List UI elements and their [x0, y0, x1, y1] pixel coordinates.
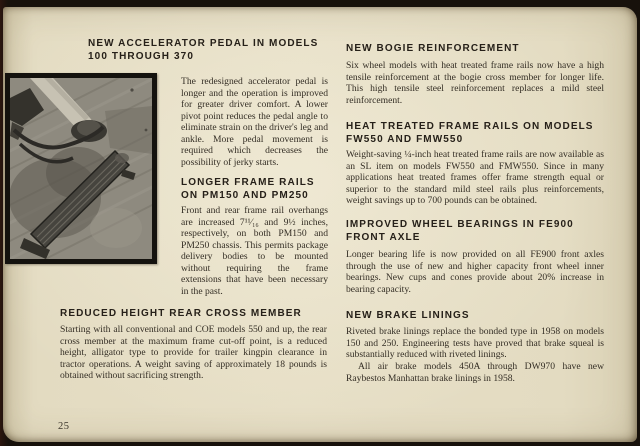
body-longer-frame-rails: Front and rear frame rail overhangs are increased 7¹¹⁄₁₆ and 9½ inches, respectively, on both PM150 and PM250 chassis. This permits package delivery bodies to be mounted without requiring the frame extensions that have been necessary in the past. [181, 205, 328, 297]
body-bogie-reinforcement: Six wheel models with heat treated frame rails now have a high tensile reinforcement at the bogie cross member for longer life. This high tensile steel reinforcement replaces a mild steel reinforcement. [346, 60, 604, 106]
body-wheel-bearings: Longer bearing life is now provided on all FE900 front axles through the use of new and higher capacity front wheel inner bearings. New cups and cones provide about 20% increase in bearing capacity. [346, 249, 604, 295]
accelerator-pedal-illustration [10, 78, 152, 259]
body-brake-linings-2: All air brake models 450A through DW970 have new Raybestos Manhattan brake linings in 1958. [346, 361, 604, 384]
heading-rear-cross-member: REDUCED HEIGHT REAR CROSS MEMBER [60, 308, 302, 319]
heading-wheel-bearings: IMPROVED WHEEL BEARINGS IN FE900 FRONT AXLE [346, 219, 574, 243]
heading-accelerator-pedal: NEW ACCELERATOR PEDAL IN MODELS 100 THROUGH 370 [88, 38, 319, 62]
body-accelerator-pedal: The redesigned accelerator pedal is longer and the operation is improved for greater driver comfort. A lower pivot point reduces the pedal angle to eliminate strain on the driver's leg and ankle. More pedal movement is required which decreases the possibility of jerky starts. [181, 76, 328, 168]
page-number: 25 [58, 421, 70, 432]
body-rear-cross-member: Starting with all conventional and COE models 550 and up, the rear cross member at the maximum frame cut-off point, is a reduced height, alligator type to provide for trailer kingpin clearance in tractor operations. A weight saving of approximately 18 pounds is obtained without sacrificing strength. [60, 324, 327, 381]
heading-bogie-reinforcement: NEW BOGIE REINFORCEMENT [346, 43, 520, 54]
heading-heat-treated-rails: HEAT TREATED FRAME RAILS ON MODELS FW550 AND FMW550 [346, 121, 594, 145]
body-brake-linings-1: Riveted brake linings replace the bonded type in 1958 on models 150 and 250. Engineering tests have proved that brake squeal is substantially reduced with riveted linings. [346, 326, 604, 360]
paper-page [3, 7, 637, 442]
heading-longer-frame-rails: LONGER FRAME RAILS ON PM150 AND PM250 [181, 177, 315, 201]
body-heat-treated-rails: Weight-saving ¼-inch heat treated frame rails are now available as an SL item on models FW550 and FMW550. Since in many applications heat treated frames offer frame strength equal or superior to the standard mild steel rails plus reinforcements, weight savings up to 700 pounds can be obtained. [346, 149, 604, 206]
accelerator-pedal-photo [5, 73, 157, 264]
heading-brake-linings: NEW BRAKE LININGS [346, 310, 470, 321]
